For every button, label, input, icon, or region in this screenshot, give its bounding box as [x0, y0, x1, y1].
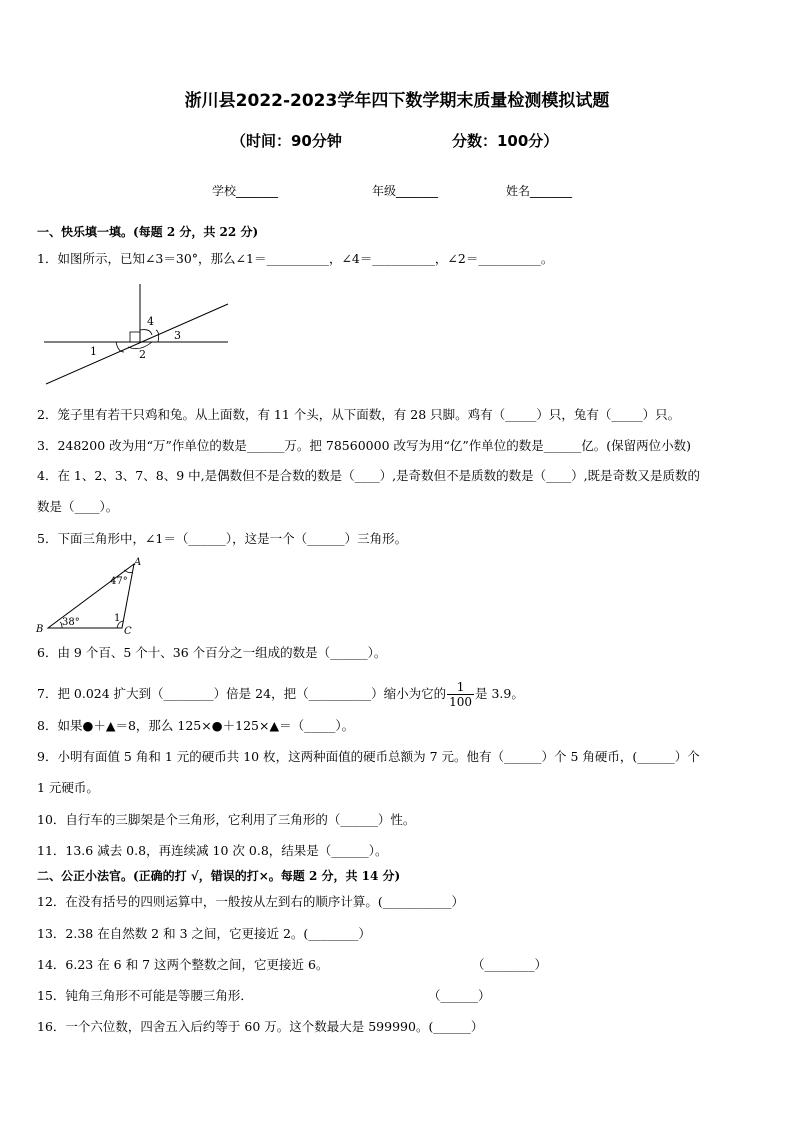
question-5: 5．下面三角形中，∠1＝（______），这是一个（______）三角形。: [37, 531, 408, 546]
angle-label-4: 4: [147, 315, 154, 328]
question-6: 6．由 9 个百、5 个十、36 个百分之一组成的数是（______）。: [37, 645, 387, 660]
angle-a-value: 47°: [110, 576, 128, 587]
question-15: 15．钝角三角形不可能是等腰三角形．: [37, 988, 253, 1003]
question-1: 1．如图所示，已知∠3＝30°，那么∠1＝__________，∠4＝__________，∠2＝__________。: [37, 251, 554, 266]
vertex-c-label: C: [124, 626, 132, 636]
exam-score: 分数：100分）: [452, 132, 559, 150]
angle-label-1: 1: [90, 345, 97, 358]
question-9-line2: 1 元硬币。: [37, 780, 99, 795]
grade-field: 年级_______: [372, 184, 439, 198]
angle-4-arc: [140, 330, 152, 335]
angle-label-3: 3: [174, 329, 181, 342]
school-field: 学校_______: [212, 184, 279, 198]
exam-time: （时间：90分钟: [231, 132, 342, 150]
question-4-line1: 4．在 1、2、3、7、8、9 中,是偶数但不是合数的数是（____）,是奇数但不是质数的数是（____）,既是奇数又是质数的: [37, 468, 701, 483]
angle-1-label: 1: [114, 613, 121, 624]
page-title: 浙川县2022-2023学年四下数学期末质量检测模拟试题: [184, 91, 610, 111]
question-8: 8．如果●＋▲＝8，那么 125×●＋125×▲＝（_____）。: [37, 718, 355, 733]
question-7-part1: 7．把 0.024 扩大到（________）倍是 24，把（__________）缩小为它的: [37, 686, 447, 701]
question-9-line1: 9．小明有面值 5 角和 1 元的硬币共 10 枚，这两种面值的硬币总额为 7 元。他有（______）个 5 角硬币，(______）个: [37, 749, 700, 764]
slanted-line: [46, 304, 228, 384]
fraction-denominator: 100: [449, 695, 472, 709]
question-11: 11．13.6 减去 0.8，再连续减 10 次 0.8，结果是（______）。: [37, 843, 388, 858]
right-angle-mark: [130, 332, 140, 342]
angle-label-2: 2: [139, 348, 146, 361]
vertex-b-label: B: [36, 624, 44, 635]
vertex-a-label: A: [134, 557, 142, 568]
question-4-line2: 数是（____）。: [37, 499, 119, 514]
angle-b-value: 38°: [62, 617, 80, 628]
question-15-blank: （______）: [428, 988, 491, 1003]
question-10: 10．自行车的三脚架是个三角形，它利用了三角形的（______）性。: [37, 812, 416, 827]
section2-heading: 二、公正小法官。(正确的打 √，错误的打×。每题 2 分，共 14 分): [37, 869, 401, 883]
question-14: 14．6.23 在 6 和 7 这两个整数之间，它更接近 6。: [37, 957, 329, 972]
section1-heading: 一、快乐填一填。(每题 2 分，共 22 分): [37, 225, 259, 239]
fraction-numerator: 1: [447, 680, 474, 695]
question-14-blank: （________）: [472, 957, 548, 972]
triangle-figure: [34, 554, 146, 636]
question-16: 16．一个六位数，四舍五入后约等于 60 万。这个数最大是 599990。(______）: [37, 1019, 484, 1034]
fraction: [447, 680, 474, 709]
question-7-part2: 是 3.9。: [474, 686, 524, 701]
question-12: 12．在没有括号的四则运算中，一般按从左到右的顺序计算。(___________）: [37, 894, 465, 909]
question-7: [37, 680, 524, 709]
triangle-abc: [48, 564, 134, 628]
name-field: 姓名_______: [506, 184, 573, 198]
question-3: 3．248200 改为用“万”作单位的数是______万。把 78560000 改写为用“亿”作单位的数是______亿。(保留两位小数): [37, 438, 692, 453]
question-13: 13．2.38 在自然数 2 和 3 之间，它更接近 2。(________）: [37, 926, 371, 941]
angle-figure: [38, 280, 233, 390]
question-2: 2．笼子里有若干只鸡和兔。从上面数，有 11 个头，从下面数，有 28 只脚。鸡有（_____）只，兔有（_____）只。: [37, 407, 681, 422]
